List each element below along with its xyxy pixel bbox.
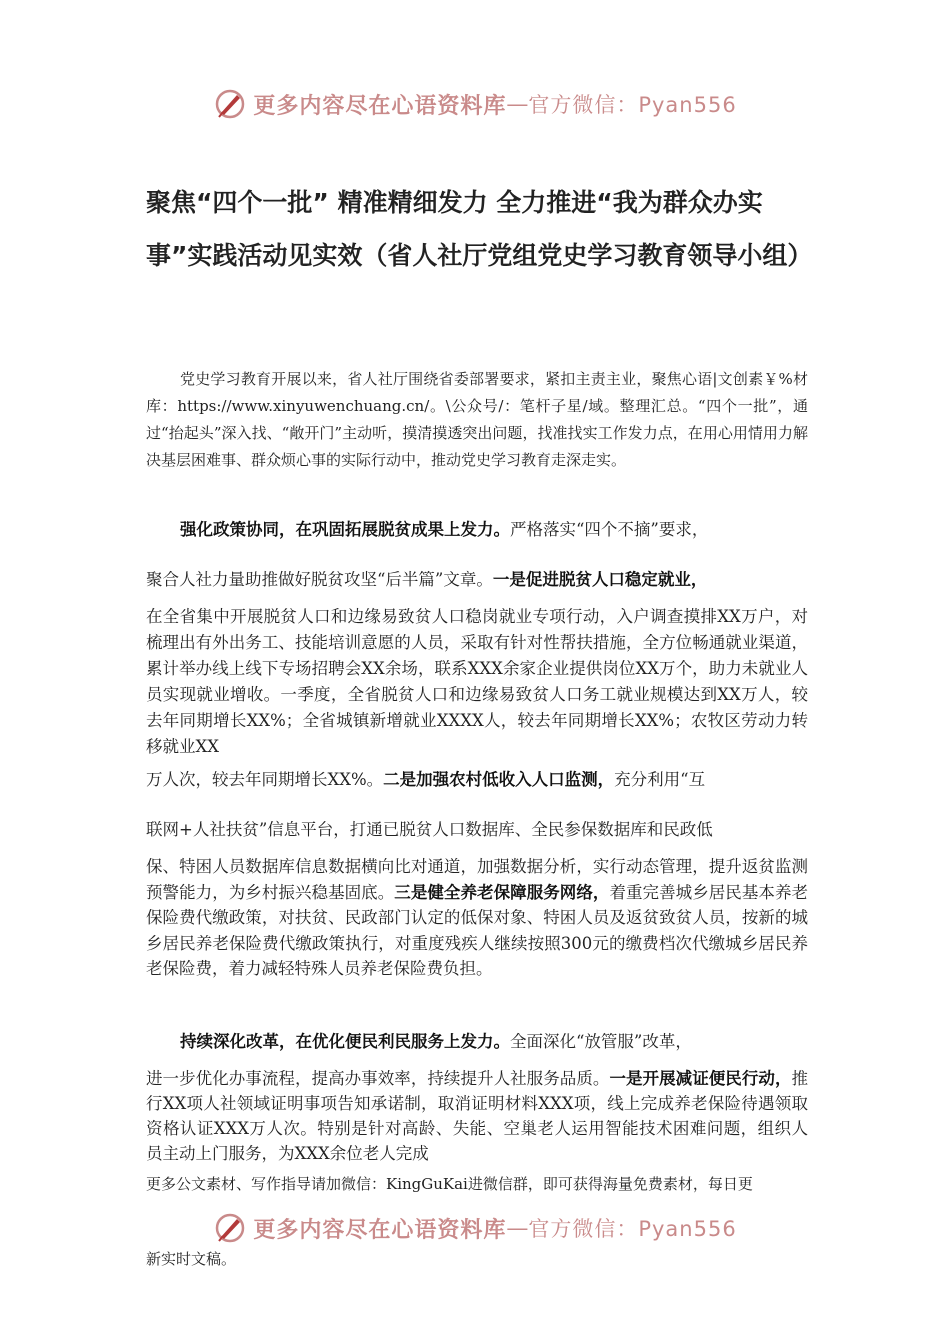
banner-dash: — [506,1215,529,1241]
section-text: 着重完善城乡居民基本养老保险费代缴政策，对扶贫、民政部门认定的低保对象、特困人员及返贫致贫人员，按新的城乡居民养老保险费代缴政策执行，对重度残疾人继续按照300元的缴费档次代缴城乡居民养老保险费，着力减轻特殊人员养老保险费负担。 [146,882,809,978]
banner-text: 更多内容尽在心语资料库 [253,92,507,119]
brush-logo-icon [213,87,247,121]
section-block [146,1066,808,1166]
item-heading: 三是健全养老保障服务网络， [394,882,610,902]
intro-paragraph: 党史学习教育开展以来，省人社厅围绕省委部署要求，紧扣主责主业，聚焦心语|文创素￥%材库：https://www.xinyuwenchuang.cn/。\公众号/：笔杆子星/域。整理汇总。“四个一批”，通过“抬起头”深入找、“敞开门”主动听，摸清摸透突出问题，找准找实工作发力点，在用心用情用力解决基层困难事、群众烦心事的实际行动中，推动党史学习教育走深走实。 [146,370,808,469]
item-heading: 一是开展减证便民行动， [609,1069,792,1088]
header-banner [0,84,950,124]
section-text: 充分利用“互 [614,770,706,789]
banner-text: 更多内容尽在心语资料库 [253,1216,507,1243]
section-text: 进一步优化办事流程，提高办事效率，持续提升人社服务品质。 [146,1069,610,1088]
section-line: 联网+人社扶贫”信息平台，打通已脱贫人口数据库、全民参保数据库和民政低 [146,820,713,839]
section-block [146,854,808,982]
banner-dash: — [506,91,529,117]
footer-tail: 新实时文稿。 [146,1250,237,1268]
section-text: 推行XX项人社领域证明事项告知承诺制，取消证明材料XXX项，线上完成养老保险待遇领取资格认证XXX万人次。特别是针对高龄、失能、空巢老人运用智能技术困难问题，组织人员主动上门服务，为XXX余位老人完成 [146,1069,809,1163]
section-text: 保、特困人员数据库信息数据横向比对通道，加强数据分析，实行动态管理，提升返贫监测预警能力，为乡村振兴稳基固底。 [146,857,808,902]
section-heading-line [146,1028,808,1052]
footer-note: 更多公文素材、写作指导请加微信：KingGuKai进微信群，即可获得海量免费素材，每日更 [146,1175,753,1193]
section-text: 万人次，较去年同期增长XX%。 [146,770,384,789]
section-heading: 强化政策协同，在巩固拓展脱贫成果上发力。 [180,520,510,539]
document-title: 聚焦“四个一批” 精准精细发力 全力推进“我为群众办实事”实践活动见实效（省人社厅党组党史学习教育领导小组） [146,188,813,270]
section-heading-line [146,516,808,540]
brush-logo-icon [213,1211,247,1245]
section-text: 聚合人社力量助推做好脱贫攻坚“后半篇”文章。 [146,570,493,589]
banner-wechat: 官方微信：Pyan556 [528,1217,737,1241]
item-heading: 一是促进脱贫人口稳定就业， [492,570,708,589]
footer-banner [0,1208,950,1248]
section-block: 在全省集中开展脱贫人口和边缘易致贫人口稳岗就业专项行动，入户调查摸排XX万户，对梳理出有外出务工、技能培训意愿的人员，采取有针对性帮扶措施，全方位畅通就业渠道，累计举办线上线下专场招聘会XX余场，联系XXX余家企业提供岗位XX万个，助力未就业人员实现就业增收。一季度，全省脱贫人口和边缘易致贫人口务工就业规模达到XX万人，较去年同期增长XX%；全省城镇新增就业XXXX人，较去年同期增长XX%；农牧区劳动力转移就业XX [146,607,808,756]
section-line [146,566,808,590]
section-text: 严格落实“四个不摘”要求， [510,520,709,539]
section-heading: 持续深化改革，在优化便民利民服务上发力。 [180,1032,510,1051]
item-heading: 二是加强农村低收入人口监测， [383,770,615,789]
banner-wechat: 官方微信：Pyan556 [528,93,737,117]
section-text: 全面深化“放管服”改革， [510,1032,692,1051]
section-line [146,766,808,790]
